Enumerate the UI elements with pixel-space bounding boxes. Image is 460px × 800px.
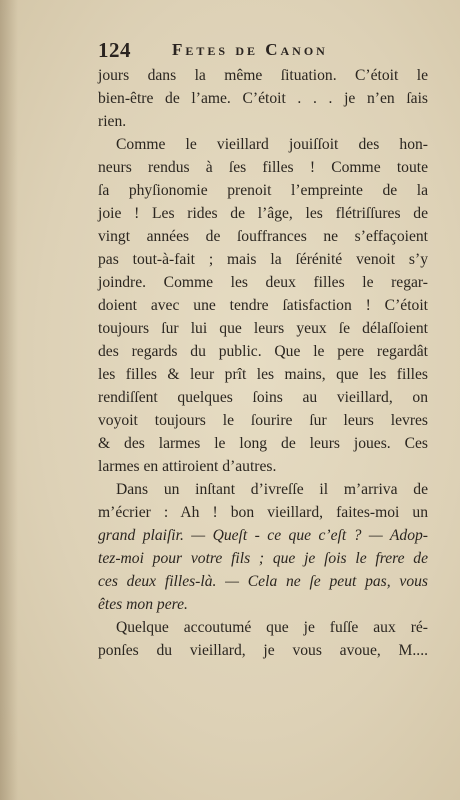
text-line: voyoit toujours le ſourire ſur leurs levres: [98, 412, 428, 429]
text-line: Comme le vieillard jouiſſoit des hon-: [116, 136, 428, 153]
text-line: des regards du public. Que le pere regardât: [98, 343, 428, 360]
text-line: ces deux filles-là. — Cela ne ſe peut pas, vous: [98, 573, 428, 590]
text-line: joindre. Comme les deux filles le regar-: [98, 274, 428, 291]
text-line: grand plaiſir. — Queſt - ce que c’eſt ? — Adop-: [98, 527, 428, 544]
text-line: ſa phyſionomie prenoit l’empreinte de la: [98, 182, 428, 199]
text-line: neurs rendus à ſes filles ! Comme toute: [98, 159, 428, 176]
text-line: Dans un inſtant d’ivreſſe il m’arriva de: [116, 481, 428, 498]
running-head: Fetes de Canon: [172, 40, 328, 59]
text-line: pas tout-à-fait ; mais la ſérénité venoit s’y: [98, 251, 428, 268]
text-line: êtes mon pere.: [98, 596, 188, 613]
text-line: doient avec une tendre ſatisfaction ! C’étoit: [98, 297, 428, 314]
text-line: vingt années de ſouffrances ne s’effaçoient: [98, 228, 428, 245]
gutter-shadow: [0, 0, 18, 800]
text-line: joie ! Les rides de l’âge, les flétriſſures de: [98, 205, 428, 222]
text-line: m’écrier : Ah ! bon vieillard, faites-moi un: [98, 504, 428, 521]
text-line: ponſes du vieillard, je vous avoue, M....: [98, 642, 428, 659]
body-text: [98, 64, 428, 662]
text-line: toujours ſur lui que leurs yeux ſe délaſſoient: [98, 320, 428, 337]
text-line: & des larmes le long de leurs joues. Ces: [98, 435, 428, 452]
text-line: bien-être de l’ame. C’étoit . . . je n’en ſais: [98, 90, 428, 107]
page-number: 124: [98, 38, 131, 62]
text-line: jours dans la même ſituation. C’étoit le: [98, 67, 428, 84]
page-header: [98, 38, 428, 62]
text-line: tez-moi pour votre fils ; que je ſois le frere de: [98, 550, 428, 567]
text-line: rendiſſent quelques ſoins au vieillard, on: [98, 389, 428, 406]
text-line: rien.: [98, 113, 127, 130]
text-line: les filles & leur prît les mains, que les filles: [98, 366, 428, 383]
text-line: Quelque accoutumé que je fuſſe aux ré-: [116, 619, 428, 636]
text-line: larmes en attiroient d’autres.: [98, 458, 277, 475]
